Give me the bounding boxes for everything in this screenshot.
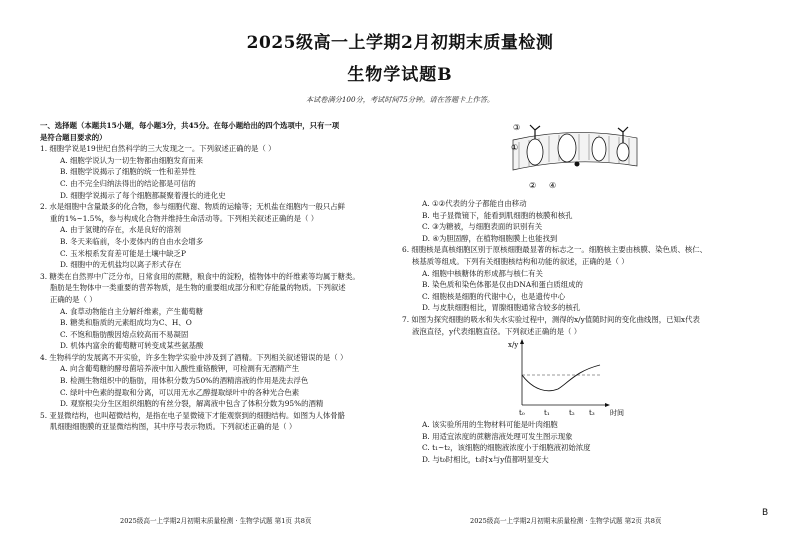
exam-note: 本试卷满分100分，考试时间75分钟。请在答题卡上作答。 [305, 95, 495, 104]
question-4 [40, 352, 392, 410]
graph-xlabel: 时间 [610, 409, 624, 417]
figure-label: ④ [549, 181, 557, 190]
option: A. 细胞中核糖体的形成都与核仁有关 [422, 268, 543, 278]
option: B. 糖类和脂质的元素组成均为C、H、O [60, 318, 192, 328]
option: B. 用适宜浓度的蔗糖溶液处理可发生图示现象 [422, 431, 573, 441]
question-stem: 肌细胞细胞膜的亚显微结构图，其中序号表示物质。下列叙述正确的是（ ） [50, 422, 297, 432]
exam-subject: 生物学试题B [347, 65, 453, 85]
option: C. t₁~t₂，该细胞的细胞液浓度小于细胞液初始浓度 [422, 443, 591, 453]
graph-tick: t₂ [569, 409, 575, 417]
option: A. ①②代表的分子都能自由移动 [422, 199, 527, 208]
right-footer: 2025级高一上学期2月初期末质量检测 · 生物学试题 第2页 共8页 [470, 517, 662, 525]
option: B. 冬天来临前，冬小麦体内的自由水会增多 [60, 236, 204, 246]
graph-tick: t₁ [544, 409, 550, 417]
option: D. 与t₀时相比，t₃时x与y值都明显变大 [422, 454, 549, 464]
option: A. 向含葡萄糖的酵母菌培养液中加入酸性重铬酸钾，可检测有无酒精产生 [60, 364, 300, 374]
option: C. 细胞核是细胞的代谢中心，也是遗传中心 [422, 291, 566, 301]
option: D. 机体内富余的葡萄糖可转变成某些氨基酸 [60, 341, 204, 351]
question-stem: 液泡直径，y代表细胞直径。下列叙述正确的是（ ） [412, 326, 582, 336]
question-stem: 3. 糖类在自然界中广泛分布，日常食用的蔗糖，粮食中的淀粉，植物体中的纤维素等均属于糖类。 [40, 271, 360, 281]
option: C. 不饱和脂肪酸因熔点较高而不易凝固 [60, 329, 189, 339]
question-6 [402, 244, 772, 314]
option: A. 细胞学说认为一切生物都由细胞发育而来 [60, 155, 204, 165]
exam-title: 2025级高一上学期2月初期末质量检测 [246, 33, 554, 53]
option: C. 玉米根系发育差可能是土壤中缺乏P [60, 248, 186, 258]
section-heading-line1: 一、选择题（本题共15小题，每小题3分，共45分。在每小题给出的四个选项中，只有一项 [40, 121, 340, 130]
page-letter: B [762, 508, 769, 518]
question-stem: 6. 细胞核是真核细胞区别于原核细胞最显著的标志之一。细胞核主要由核膜、染色质、核仁、 [402, 245, 708, 255]
option: D. 细胞学说揭示了每个细胞都凝聚着漫长的进化史 [60, 190, 226, 200]
option: B. 电子显微镜下，能看到肌细胞的核膜和核孔 [422, 210, 573, 220]
question-stem: 脂肪是生物体中一类重要的营养物质，是生物的重要组成部分和贮存能量的物质。下列叙述 [50, 283, 346, 293]
option: B. 检测生物组织中的脂肪，用体积分数为50%的酒精溶液的作用是洗去浮色 [60, 376, 309, 386]
question-stem: 核基质等组成。下列有关细胞核结构和功能的叙述，正确的是（ ） [412, 256, 629, 266]
option: A. 由于氢键的存在，水是良好的溶剂 [60, 225, 181, 235]
option: D. 细胞中的无机盐均以离子形式存在 [60, 260, 182, 270]
question-stem: 1. 细胞学说是19世纪自然科学的三大发现之一。下列叙述正确的是（ ） [40, 144, 276, 154]
figure-label: ① [511, 143, 519, 152]
left-column [40, 120, 392, 433]
option: C. 由不完全归纳法得出的结论都是可信的 [60, 178, 196, 188]
option: C. ③为糖被，与细胞表面的识别有关 [422, 222, 543, 232]
option: A. 该实验所用的生物材料可能是叶肉细胞 [422, 420, 558, 430]
option: D. 观察根尖分生区组织细胞的有丝分裂，解离液中包含了体积分数为95%的酒精 [60, 399, 324, 409]
graph-tick: t₀ [519, 409, 525, 417]
question-stem: 7. 如图为探究细胞的吸水和失水实验过程中，测得的x/y值随时间的变化曲线图，已知x代表 [402, 314, 700, 324]
xy-ratio-graph [500, 333, 640, 419]
graph-tick: t₃ [589, 409, 595, 417]
figure-label: ③ [513, 123, 521, 132]
option: C. 绿叶中色素的提取和分离，可以用无水乙醇提取绿叶中的各种光合色素 [60, 387, 300, 397]
question-stem: 4. 生物科学的发展离不开实验，许多生物学实验中涉及到了酒精。下列相关叙述错误的是（ ） [40, 352, 348, 362]
question-stem: 重的1%~1.5%，参与构成化合物并维持生命活动等。下列相关叙述正确的是（ ） [50, 213, 319, 223]
question-3 [40, 271, 392, 352]
question-stem: 5. 亚显微结构，也叫超微结构，是指在电子显微镜下才能观察到的细胞结构。如图为人体骨骼 [40, 410, 346, 420]
question-5 [40, 410, 392, 433]
figure-label: ② [529, 181, 537, 190]
question-2 [40, 201, 392, 271]
option: B. 细胞学说揭示了细胞的统一性和差异性 [60, 167, 196, 177]
option: D. ④为胆固醇，在植物细胞膜上也能找到 [422, 233, 558, 243]
section-heading-line2: 是符合题目要求的） [40, 132, 107, 142]
cell-membrane-figure [505, 118, 645, 196]
option: A. 食草动物能自主分解纤维素，产生葡萄糖 [60, 306, 204, 316]
question-stem: 2. 水是细胞中含量最多的化合物，参与细胞代谢、物质的运输等；无机盐在细胞内一般只占鲜 [40, 202, 346, 212]
question-1 [40, 143, 392, 201]
question-stem: 正确的是（ ） [50, 294, 97, 304]
graph-ylabel: x/y [508, 341, 519, 349]
option: B. 染色质和染色体都是仅由DNA和蛋白质组成的 [422, 280, 583, 290]
left-footer: 2025级高一上学期2月初期末质量检测 · 生物学试题 第1页 共8页 [120, 517, 312, 525]
option: D. 与皮肤细胞相比，胃腺细胞通常含较多的核孔 [422, 303, 581, 313]
